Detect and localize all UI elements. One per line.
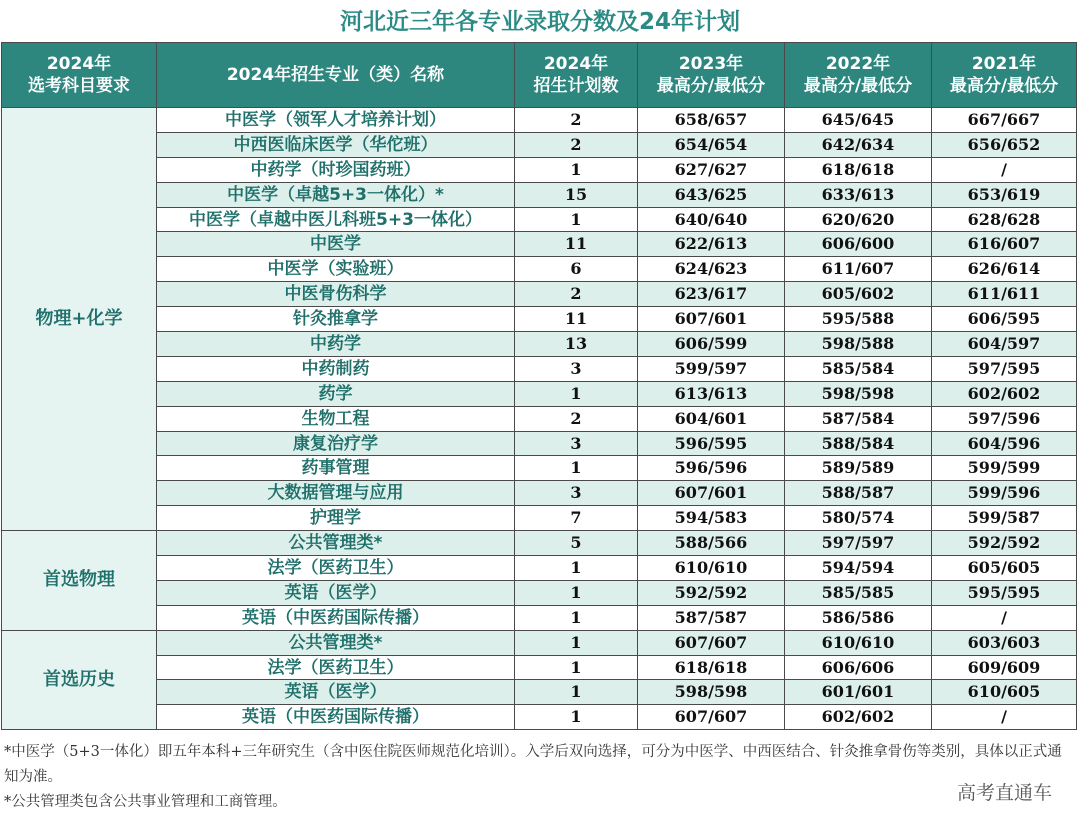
major-name-cell: 中药学（时珍国药班） — [157, 157, 515, 182]
score-2022-cell: 605/602 — [785, 282, 932, 307]
score-2022-cell: 597/597 — [785, 531, 932, 556]
table-row — [2, 108, 1077, 133]
header-subject — [2, 43, 157, 108]
major-name-cell: 英语（医学） — [157, 680, 515, 705]
score-2023-cell: 640/640 — [638, 207, 785, 232]
plan-count-cell: 1 — [515, 381, 638, 406]
plan-count-cell: 3 — [515, 481, 638, 506]
score-2022-cell: 594/594 — [785, 556, 932, 581]
score-2023-cell: 627/627 — [638, 157, 785, 182]
major-name-cell: 公共管理类* — [157, 531, 515, 556]
score-2023-cell: 607/601 — [638, 481, 785, 506]
score-2021-cell: / — [932, 605, 1077, 630]
major-name-cell: 中医学（实验班） — [157, 257, 515, 282]
score-2023-cell: 618/618 — [638, 655, 785, 680]
major-name-cell: 英语（医学） — [157, 580, 515, 605]
plan-count-cell: 2 — [515, 282, 638, 307]
table-row — [2, 655, 1077, 680]
score-2023-cell: 643/625 — [638, 182, 785, 207]
plan-count-cell: 3 — [515, 431, 638, 456]
table-row — [2, 630, 1077, 655]
score-2022-cell: 645/645 — [785, 108, 932, 133]
footnotes — [4, 740, 1074, 815]
header-2023-line2: 最高分/最低分 — [656, 76, 766, 96]
score-2023-cell: 624/623 — [638, 257, 785, 282]
score-2022-cell: 606/600 — [785, 232, 932, 257]
score-2022-cell: 598/598 — [785, 381, 932, 406]
table-header-row — [2, 43, 1077, 108]
major-name-cell: 护理学 — [157, 506, 515, 531]
major-name-cell: 中医骨伤科学 — [157, 282, 515, 307]
score-2022-cell: 610/610 — [785, 630, 932, 655]
major-name-cell: 英语（中医药国际传播） — [157, 705, 515, 730]
score-2022-cell: 633/613 — [785, 182, 932, 207]
score-2021-cell: / — [932, 157, 1077, 182]
score-2021-cell: 610/605 — [932, 680, 1077, 705]
major-name-cell: 中医学（卓越5+3一体化）* — [157, 182, 515, 207]
plan-count-cell: 1 — [515, 680, 638, 705]
score-2022-cell: 585/584 — [785, 356, 932, 381]
score-2022-cell: 606/606 — [785, 655, 932, 680]
score-2023-cell: 587/587 — [638, 605, 785, 630]
plan-count-cell: 2 — [515, 132, 638, 157]
table-row — [2, 705, 1077, 730]
header-major: 2024年招生专业（类）名称 — [157, 43, 515, 108]
score-2021-cell: 611/611 — [932, 282, 1077, 307]
score-2021-cell: 609/609 — [932, 655, 1077, 680]
score-2021-cell: 656/652 — [932, 132, 1077, 157]
plan-count-cell: 13 — [515, 332, 638, 357]
score-2021-cell: 626/614 — [932, 257, 1077, 282]
footnote-public-admin: *公共管理类包含公共事业管理和工商管理。 — [4, 794, 287, 810]
plan-count-cell: 15 — [515, 182, 638, 207]
plan-count-cell: 2 — [515, 406, 638, 431]
header-subject-line1: 2024年 — [46, 54, 112, 74]
score-2021-cell: 605/605 — [932, 556, 1077, 581]
plan-count-cell: 11 — [515, 232, 638, 257]
major-name-cell: 中医学 — [157, 232, 515, 257]
score-2022-cell: 588/587 — [785, 481, 932, 506]
table-row — [2, 157, 1077, 182]
major-name-cell: 法学（医药卫生） — [157, 556, 515, 581]
table-row — [2, 605, 1077, 630]
table-row — [2, 481, 1077, 506]
score-2023-cell: 592/592 — [638, 580, 785, 605]
score-2023-cell: 613/613 — [638, 381, 785, 406]
major-name-cell: 生物工程 — [157, 406, 515, 431]
score-2021-cell: 604/596 — [932, 431, 1077, 456]
plan-count-cell: 2 — [515, 108, 638, 133]
table-row — [2, 680, 1077, 705]
plan-count-cell: 6 — [515, 257, 638, 282]
table-row — [2, 232, 1077, 257]
score-2021-cell: 599/596 — [932, 481, 1077, 506]
table-row — [2, 506, 1077, 531]
header-subject-line2: 选考科目要求 — [28, 76, 130, 96]
admission-score-table — [1, 42, 1077, 730]
table-row — [2, 431, 1077, 456]
major-name-cell: 中药学 — [157, 332, 515, 357]
score-2023-cell: 654/654 — [638, 132, 785, 157]
score-2023-cell: 610/610 — [638, 556, 785, 581]
score-2023-cell: 598/598 — [638, 680, 785, 705]
table-row — [2, 556, 1077, 581]
major-name-cell: 中医学（卓越中医儿科班5+3一体化） — [157, 207, 515, 232]
score-2021-cell: 597/595 — [932, 356, 1077, 381]
plan-count-cell: 1 — [515, 655, 638, 680]
table-row — [2, 580, 1077, 605]
score-2022-cell: 589/589 — [785, 456, 932, 481]
plan-count-cell: 3 — [515, 356, 638, 381]
score-2022-cell: 586/586 — [785, 605, 932, 630]
score-2022-cell: 620/620 — [785, 207, 932, 232]
major-name-cell: 公共管理类* — [157, 630, 515, 655]
plan-count-cell: 5 — [515, 531, 638, 556]
score-2022-cell: 585/585 — [785, 580, 932, 605]
score-2021-cell: 604/597 — [932, 332, 1077, 357]
score-2023-cell: 596/596 — [638, 456, 785, 481]
plan-count-cell: 1 — [515, 705, 638, 730]
score-2021-cell: 595/595 — [932, 580, 1077, 605]
subject-requirement-cell: 首选物理 — [2, 531, 157, 631]
table-row — [2, 307, 1077, 332]
table-row — [2, 182, 1077, 207]
table-row — [2, 381, 1077, 406]
plan-count-cell: 1 — [515, 580, 638, 605]
table-row — [2, 257, 1077, 282]
major-name-cell: 康复治疗学 — [157, 431, 515, 456]
score-2023-cell: 607/607 — [638, 630, 785, 655]
header-2022 — [785, 43, 932, 108]
score-2021-cell: 603/603 — [932, 630, 1077, 655]
score-2022-cell: 618/618 — [785, 157, 932, 182]
score-2023-cell: 607/601 — [638, 307, 785, 332]
table-row — [2, 282, 1077, 307]
table-row — [2, 406, 1077, 431]
table-row — [2, 456, 1077, 481]
subject-requirement-cell: 物理+化学 — [2, 108, 157, 531]
header-2022-line1: 2022年 — [825, 54, 891, 74]
score-2023-cell: 596/595 — [638, 431, 785, 456]
score-2023-cell: 594/583 — [638, 506, 785, 531]
table-row — [2, 356, 1077, 381]
header-2021-line1: 2021年 — [971, 54, 1037, 74]
plan-count-cell: 11 — [515, 307, 638, 332]
plan-count-cell: 1 — [515, 556, 638, 581]
table-row — [2, 132, 1077, 157]
major-name-cell: 药事管理 — [157, 456, 515, 481]
score-2021-cell: 616/607 — [932, 232, 1077, 257]
plan-count-cell: 1 — [515, 605, 638, 630]
score-2022-cell: 601/601 — [785, 680, 932, 705]
score-2023-cell: 607/607 — [638, 705, 785, 730]
score-2021-cell: 602/602 — [932, 381, 1077, 406]
score-2021-cell: 599/587 — [932, 506, 1077, 531]
plan-count-cell: 1 — [515, 630, 638, 655]
plan-count-cell: 1 — [515, 157, 638, 182]
plan-count-cell: 1 — [515, 456, 638, 481]
table-row — [2, 207, 1077, 232]
score-2022-cell: 588/584 — [785, 431, 932, 456]
score-2022-cell: 595/588 — [785, 307, 932, 332]
major-name-cell: 中医学（领军人才培养计划） — [157, 108, 515, 133]
score-2021-cell: 597/596 — [932, 406, 1077, 431]
major-name-cell: 中药制药 — [157, 356, 515, 381]
header-plan-line2: 招生计划数 — [533, 76, 619, 96]
header-2023-line1: 2023年 — [678, 54, 744, 74]
score-2021-cell: 653/619 — [932, 182, 1077, 207]
major-name-cell: 中西医临床医学（华佗班） — [157, 132, 515, 157]
major-name-cell: 英语（中医药国际传播） — [157, 605, 515, 630]
header-2021-line2: 最高分/最低分 — [949, 76, 1059, 96]
header-plan-line1: 2024年 — [543, 54, 609, 74]
subject-requirement-cell: 首选历史 — [2, 630, 157, 730]
score-2022-cell: 598/588 — [785, 332, 932, 357]
score-2021-cell: 599/599 — [932, 456, 1077, 481]
table-row — [2, 531, 1077, 556]
score-2023-cell: 588/566 — [638, 531, 785, 556]
score-2023-cell: 599/597 — [638, 356, 785, 381]
page-title: 河北近三年各专业录取分数及24年计划 — [339, 9, 740, 35]
header-2023 — [638, 43, 785, 108]
score-2023-cell: 622/613 — [638, 232, 785, 257]
score-2022-cell: 602/602 — [785, 705, 932, 730]
score-2021-cell: 628/628 — [932, 207, 1077, 232]
major-name-cell: 大数据管理与应用 — [157, 481, 515, 506]
score-2023-cell: 604/601 — [638, 406, 785, 431]
header-2021 — [932, 43, 1077, 108]
header-plan — [515, 43, 638, 108]
table-body — [2, 108, 1077, 730]
score-2022-cell: 642/634 — [785, 132, 932, 157]
major-name-cell: 药学 — [157, 381, 515, 406]
score-2022-cell: 611/607 — [785, 257, 932, 282]
score-2021-cell: 606/595 — [932, 307, 1077, 332]
score-2023-cell: 658/657 — [638, 108, 785, 133]
score-2023-cell: 606/599 — [638, 332, 785, 357]
score-2021-cell: 667/667 — [932, 108, 1077, 133]
table-row — [2, 332, 1077, 357]
score-2022-cell: 587/584 — [785, 406, 932, 431]
watermark: 高考直通车 — [956, 782, 1052, 804]
score-2023-cell: 623/617 — [638, 282, 785, 307]
plan-count-cell: 7 — [515, 506, 638, 531]
score-2021-cell: 592/592 — [932, 531, 1077, 556]
major-name-cell: 针灸推拿学 — [157, 307, 515, 332]
score-2021-cell: / — [932, 705, 1077, 730]
score-2022-cell: 580/574 — [785, 506, 932, 531]
footnote-5plus3: *中医学（5+3一体化）即五年本科+三年研究生（含中医住院医师规范化培训）。入学后双向选择，可分为中医学、中西医结合、针灸推拿骨伤等类别，具体以正式通知为准。 — [4, 744, 1062, 785]
major-name-cell: 法学（医药卫生） — [157, 655, 515, 680]
plan-count-cell: 1 — [515, 207, 638, 232]
header-2022-line2: 最高分/最低分 — [803, 76, 913, 96]
